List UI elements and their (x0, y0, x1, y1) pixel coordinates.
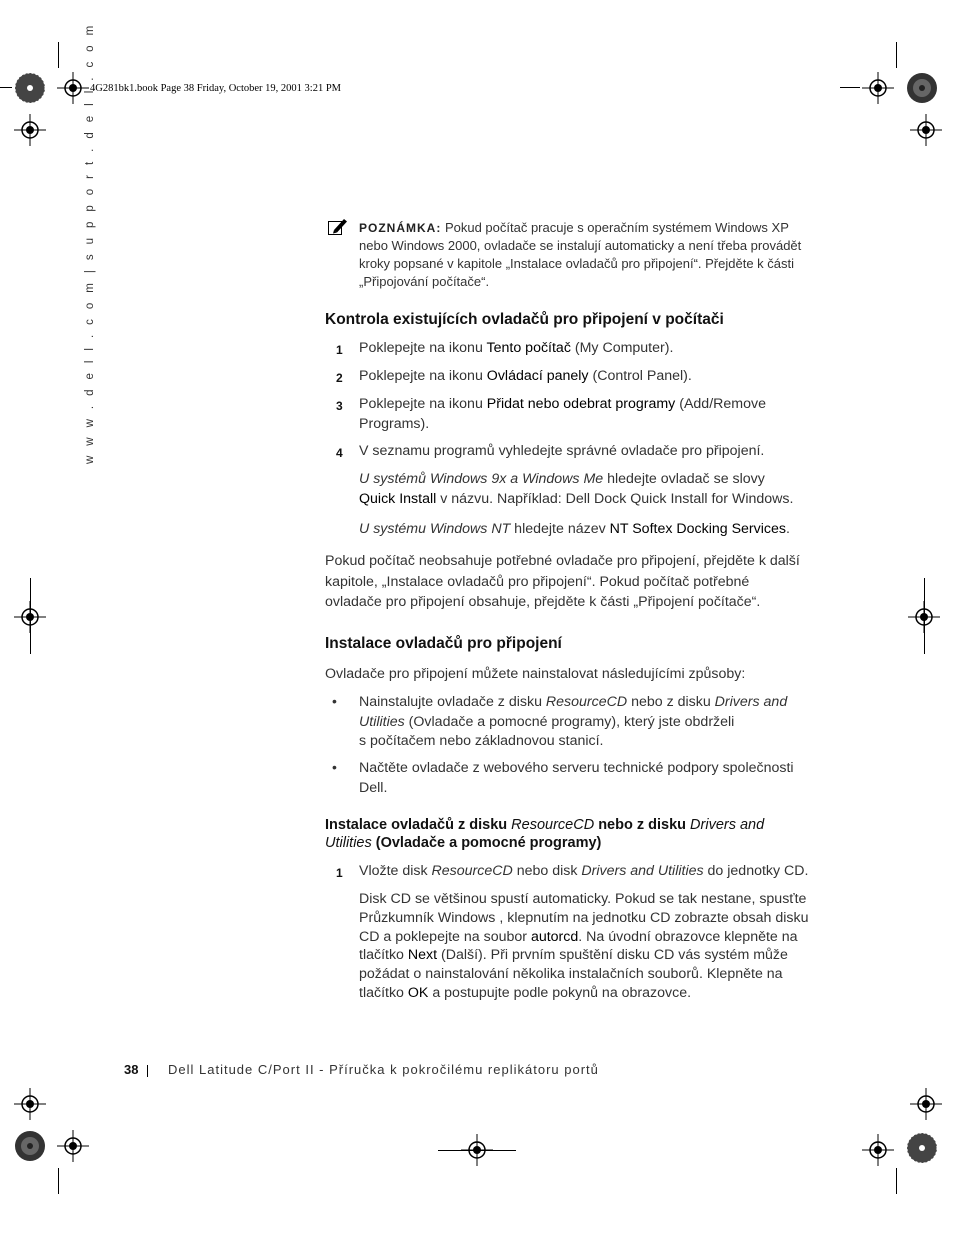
body-paragraph: Ovladače pro připojení můžete nainstalovat následujícími způsoby: (325, 666, 746, 682)
list-item: Načtěte ovladače z webového serveru technické podpory společnosti Dell. (359, 760, 794, 796)
crop-line (896, 42, 897, 68)
ui-term: Tento počítač (486, 340, 571, 356)
ui-term: Přidat nebo odebrat programy (486, 396, 676, 412)
step-text: Poklepejte na ikonu Přidat nebo odebrat programy (Add/Remove Programs). (359, 396, 766, 432)
step-number: 1 (336, 866, 343, 880)
ui-term: Quick Install (359, 490, 437, 507)
crop-line (924, 578, 925, 654)
color-bar-target-icon (14, 72, 46, 104)
color-bar-target-icon (906, 1132, 938, 1164)
note-text: „Připojování počítače“. (359, 274, 490, 289)
subsection-heading: Instalace ovladačů z disku ResourceCD nebo z disku Drivers and Utilities (Ovladače a pomocné programy) (325, 817, 765, 851)
ui-term: Next (407, 947, 438, 964)
step-text: Poklepejte na ikonu Tento počítač (My Computer). (359, 340, 674, 356)
crop-line (58, 42, 59, 68)
registration-mark-icon (14, 1088, 46, 1120)
note-label: POZNÁMKA: (359, 221, 442, 235)
step-number: 2 (336, 371, 343, 385)
ui-term: Ovládací panely (486, 368, 589, 384)
crop-line (438, 1150, 516, 1151)
step-number: 4 (336, 446, 343, 460)
ui-term: autorcd (530, 928, 579, 945)
crop-line (30, 578, 31, 654)
registration-mark-icon (862, 72, 894, 104)
section-heading: Instalace ovladačů pro připojení (325, 635, 562, 652)
crop-line (0, 87, 12, 88)
crop-line (58, 1168, 59, 1194)
note-pencil-icon (328, 218, 348, 236)
registration-mark-icon (910, 1088, 942, 1120)
color-bar-target-icon (906, 72, 938, 104)
footer-divider (147, 1065, 148, 1077)
note-text: nebo Windows 2000, ovladače se instalují automaticky a není třeba provádět (359, 238, 802, 253)
note-box (359, 219, 814, 291)
step-text: Vložte disk ResourceCD nebo disk Drivers and Utilities do jednotky CD. (359, 863, 809, 879)
section-heading: Kontrola existujících ovladačů pro připojení v počítači (325, 311, 724, 328)
body-paragraph: Pokud počítač neobsahuje potřebné ovladače pro připojení, přejděte k další kapitole, „Instalace ovladačů pro připojení“. Pokud počítač potřebné ovladače pro připojení obsahuje, přejděte k části „Připojení počítače“. (325, 553, 800, 610)
note-text: Pokud počítač pracuje s operačním systémem Windows XP (444, 220, 789, 235)
bullet-marker: • (332, 693, 337, 709)
step-number: 3 (336, 399, 343, 413)
ui-term: OK (407, 984, 429, 1001)
side-url: w w w . d e l l . c o m | s u p p o r t . d e l l . c o m (84, 22, 96, 464)
registration-mark-icon (57, 1130, 89, 1162)
crop-line (896, 1168, 897, 1194)
sub-instruction: U systému Windows NT hledejte název NT Softex Docking Services. (359, 521, 790, 537)
bullet-marker: • (332, 759, 337, 775)
registration-mark-icon (862, 1134, 894, 1166)
crop-line (840, 87, 860, 88)
step-number: 1 (336, 343, 343, 357)
sub-instruction: U systémů Windows 9x a Windows Me hledejte ovladač se slovy Quick Install v názvu. Například: Dell Dock Quick Install for Windows. (359, 471, 794, 507)
color-bar-target-icon (14, 1130, 46, 1162)
print-header-stamp: 4G281bk1.book Page 38 Friday, October 19, 2001 3:21 PM (90, 83, 342, 94)
step-text: V seznamu programů vyhledejte správné ovladače pro připojení. (359, 443, 765, 459)
ui-term: NT Softex Docking Services (609, 521, 786, 537)
registration-mark-icon (14, 114, 46, 146)
note-text: kroky popsané v kapitole „Instalace ovladačů pro připojení“. Přejděte k části (359, 256, 795, 271)
list-item: Nainstalujte ovladače z disku ResourceCD nebo z disku Drivers and Utilities (Ovladače a pomocné programy), který jste obdrželi s počítačem nebo základnovou stanicí. (359, 694, 788, 749)
page-number: 38 (124, 1062, 139, 1077)
step-text: Poklepejte na ikonu Ovládací panely (Control Panel). (359, 368, 692, 384)
step-detail: Disk CD se většinou spustí automaticky. Pokud se tak nestane, spusťte Průzkumník Windows , klepnutím na jednotku CD zobrazte obsah disku CD a poklepejte na soubor autorcd. Na úvodní obrazovce klepněte na tlačítko Next (Další). Při prvním spuštění disku CD vás systém může požádat o nainstalování několika instalačních souborů. Klepněte na tlačítko OK a postupujte podle pokynů na obrazovce. (359, 891, 809, 1001)
footer-title: Dell Latitude C/Port II - Příručka k pokročilému replikátoru portů (168, 1062, 599, 1077)
registration-mark-icon (910, 114, 942, 146)
